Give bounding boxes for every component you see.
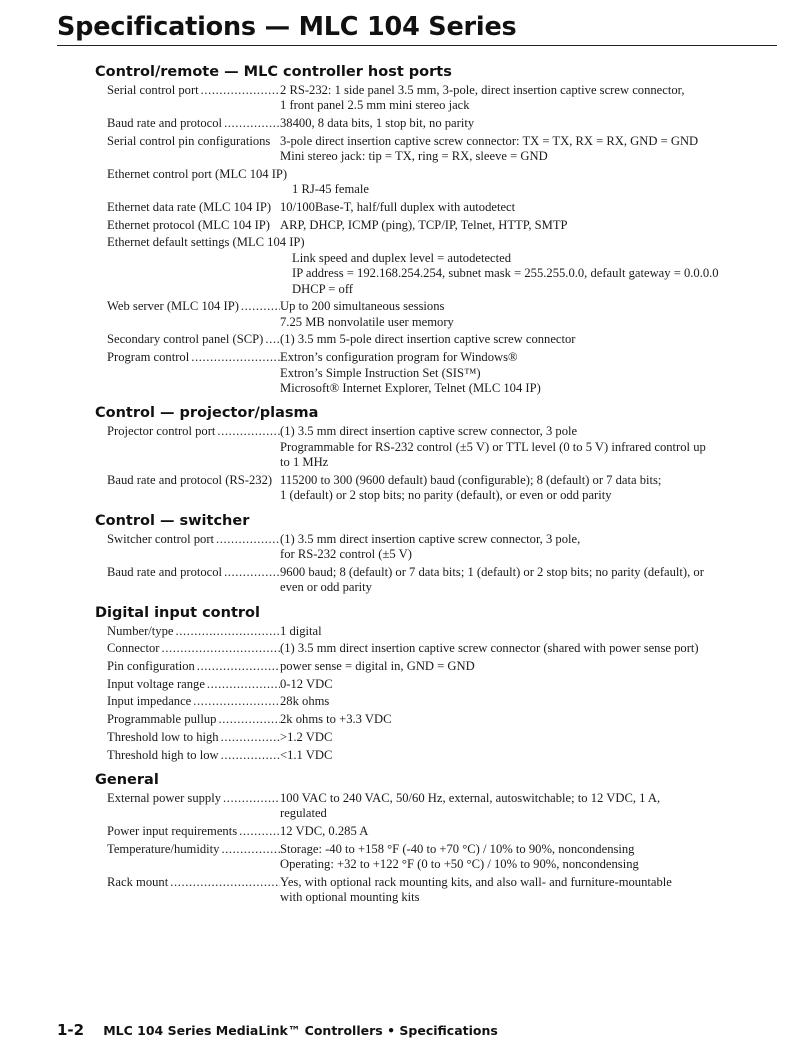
spec-switcher-baud — [95, 565, 775, 596]
page-title: Specifications — MLC 104 Series — [57, 12, 517, 42]
spec-web-server — [95, 299, 775, 330]
section-switcher — [95, 511, 775, 596]
spec-value: 1 RJ-45 female — [292, 182, 369, 197]
spec-value: 0-12 VDC — [280, 676, 333, 691]
page-footer — [57, 1020, 498, 1039]
spec-value: ARP, DHCP, ICMP (ping), TCP/IP, Telnet, HTTP, SMTP — [280, 217, 568, 232]
spec-value: 3-pole direct insertion captive screw connector: TX = TX, RX = RX, GND = GND — [280, 133, 699, 148]
spec-threshold-high-low — [95, 748, 775, 763]
spec-label: Serial control pin configurations — [107, 133, 271, 148]
spec-value: Extron’s configuration program for Windows® — [280, 350, 518, 365]
spec-serial-control-port — [95, 83, 775, 114]
spec-value: Up to 200 simultaneous sessions — [280, 299, 445, 314]
section-general — [95, 770, 775, 906]
spec-value: (1) 3.5 mm direct insertion captive screw connector (shared with power sense port) — [280, 641, 699, 656]
section-host-ports — [95, 62, 775, 396]
spec-label: Ethernet protocol (MLC 104 IP) — [107, 217, 270, 232]
spec-label: Ethernet control port (MLC 104 IP) — [107, 166, 288, 181]
spec-value: with optional mounting kits — [280, 890, 420, 905]
spec-label: Number/type — [107, 623, 174, 638]
spec-value: even or odd parity — [280, 580, 372, 595]
spec-value: Extron’s Simple Instruction Set (SIS™) — [280, 365, 481, 380]
spec-value: 2 RS-232: 1 side panel 3.5 mm, 3-pole, direct insertion captive screw connector, — [280, 83, 685, 97]
spec-label: Program control — [107, 350, 190, 365]
spec-value: 2k ohms to +3.3 VDC — [280, 712, 392, 727]
spec-label: Input impedance — [107, 694, 192, 709]
spec-ethernet-data-rate — [95, 200, 775, 215]
specifications — [95, 62, 775, 913]
spec-value: 12 VDC, 0.285 A — [280, 824, 369, 839]
spec-value: >1.2 VDC — [280, 729, 333, 744]
section-heading: Digital input control — [95, 604, 260, 621]
spec-value: (1) 3.5 mm 5-pole direct insertion captive screw connector — [280, 332, 576, 347]
spec-value: 9600 baud; 8 (default) or 7 data bits; 1 (default) or 2 stop bits; no parity (default), or — [280, 564, 704, 579]
title-rule — [57, 45, 777, 46]
spec-ethernet-protocol — [95, 218, 775, 233]
spec-label: Secondary control panel (SCP) — [107, 332, 264, 347]
spec-projector-baud — [95, 473, 775, 504]
spec-label: Baud rate and protocol (RS-232) — [107, 472, 273, 487]
spec-label: Web server (MLC 104 IP) — [107, 299, 239, 314]
spec-programmable-pullup — [95, 712, 775, 727]
section-heading: Control — switcher — [95, 512, 250, 529]
spec-label: Baud rate and protocol — [107, 564, 223, 579]
spec-value: 1 (default) or 2 stop bits; no parity (default), or even or odd parity — [280, 488, 612, 503]
spec-pin-configuration — [95, 659, 775, 674]
spec-threshold-low-high — [95, 730, 775, 745]
spec-value: DHCP = off — [292, 281, 353, 296]
spec-value: Programmable for RS-232 control (±5 V) or TTL level (0 to 5 V) infrared control up — [280, 439, 706, 454]
spec-number-type — [95, 624, 775, 639]
spec-input-impedance — [95, 694, 775, 709]
spec-switcher-port — [95, 532, 775, 563]
spec-label: Threshold low to high — [107, 729, 219, 744]
spec-power-requirements — [95, 824, 775, 839]
spec-value: Yes, with optional rack mounting kits, and also wall- and furniture-mountable — [280, 874, 672, 889]
spec-input-voltage — [95, 677, 775, 692]
spec-value: (1) 3.5 mm direct insertion captive screw connector, 3 pole, — [280, 531, 581, 546]
page-number: 1-2 — [57, 1021, 85, 1039]
section-heading: Control/remote — MLC controller host ports — [95, 64, 452, 80]
spec-value: 7.25 MB nonvolatile user memory — [280, 314, 454, 329]
section-digital-input — [95, 603, 775, 763]
spec-value: 38400, 8 data bits, 1 stop bit, no parity — [280, 116, 475, 131]
spec-label: Switcher control port — [107, 531, 215, 546]
spec-value: 28k ohms — [280, 694, 330, 709]
spec-value: 1 front panel 2.5 mm mini stereo jack — [280, 98, 470, 113]
section-heading: General — [95, 771, 159, 788]
spec-power-supply — [95, 791, 775, 822]
spec-label: Programmable pullup — [107, 712, 217, 727]
spec-value: (1) 3.5 mm direct insertion captive screw connector, 3 pole — [280, 424, 578, 439]
spec-value: 100 VAC to 240 VAC, 50/60 Hz, external, autoswitchable; to 12 VDC, 1 A, — [280, 790, 661, 805]
spec-label: Projector control port — [107, 424, 216, 439]
spec-label: Rack mount — [107, 874, 169, 889]
spec-value: <1.1 VDC — [280, 747, 333, 762]
spec-value: Operating: +32 to +122 °F (0 to +50 °C) / 10% to 90%, noncondensing — [280, 857, 639, 872]
spec-value: Link speed and duplex level = autodetected — [292, 250, 512, 265]
spec-label: Serial control port — [107, 83, 199, 97]
spec-label: Ethernet default settings (MLC 104 IP) — [107, 235, 305, 250]
spec-pin-configurations — [95, 134, 775, 165]
spec-label: Input voltage range — [107, 676, 205, 691]
spec-value: to 1 MHz — [280, 455, 329, 470]
spec-program-control — [95, 350, 775, 396]
spec-projector-port — [95, 424, 775, 470]
spec-value: Microsoft® Internet Explorer, Telnet (MLC 104 IP) — [280, 380, 541, 395]
spec-scp — [95, 332, 775, 347]
spec-label: Power input requirements — [107, 824, 238, 839]
section-heading: Control — projector/plasma — [95, 405, 319, 422]
spec-label: Ethernet data rate (MLC 104 IP) — [107, 200, 272, 215]
spec-value: IP address = 192.168.254.254, subnet mask = 255.255.0.0, default gateway = 0.0.0.0 — [292, 266, 719, 281]
spec-value: 115200 to 300 (9600 default) baud (configurable); 8 (default) or 7 data bits; — [280, 472, 662, 487]
spec-label: Baud rate and protocol — [107, 116, 223, 131]
spec-value: regulated — [280, 806, 327, 821]
spec-value: 1 digital — [280, 623, 322, 638]
spec-value: Mini stereo jack: tip = TX, ring = RX, sleeve = GND — [280, 149, 548, 164]
spec-ethernet-defaults — [95, 251, 775, 297]
spec-temperature-humidity — [95, 842, 775, 873]
spec-label: External power supply — [107, 790, 222, 805]
spec-label: Temperature/humidity — [107, 841, 220, 856]
spec-label: Pin configuration — [107, 659, 195, 674]
spec-label: Threshold high to low — [107, 747, 219, 762]
spec-value: power sense = digital in, GND = GND — [280, 659, 475, 674]
spec-label: Connector — [107, 641, 160, 656]
section-projector — [95, 403, 775, 503]
spec-connector — [95, 641, 775, 656]
spec-baud-rate — [95, 116, 775, 131]
spec-rack-mount — [95, 875, 775, 906]
spec-value: Storage: -40 to +158 °F (-40 to +70 °C) / 10% to 90%, noncondensing — [280, 841, 635, 856]
spec-value: for RS-232 control (±5 V) — [280, 547, 412, 562]
spec-value: 10/100Base-T, half/full duplex with autodetect — [280, 200, 516, 215]
footer-text: MLC 104 Series MediaLink™ Controllers • Specifications — [103, 1023, 498, 1038]
spec-ethernet-control-port — [95, 182, 775, 197]
